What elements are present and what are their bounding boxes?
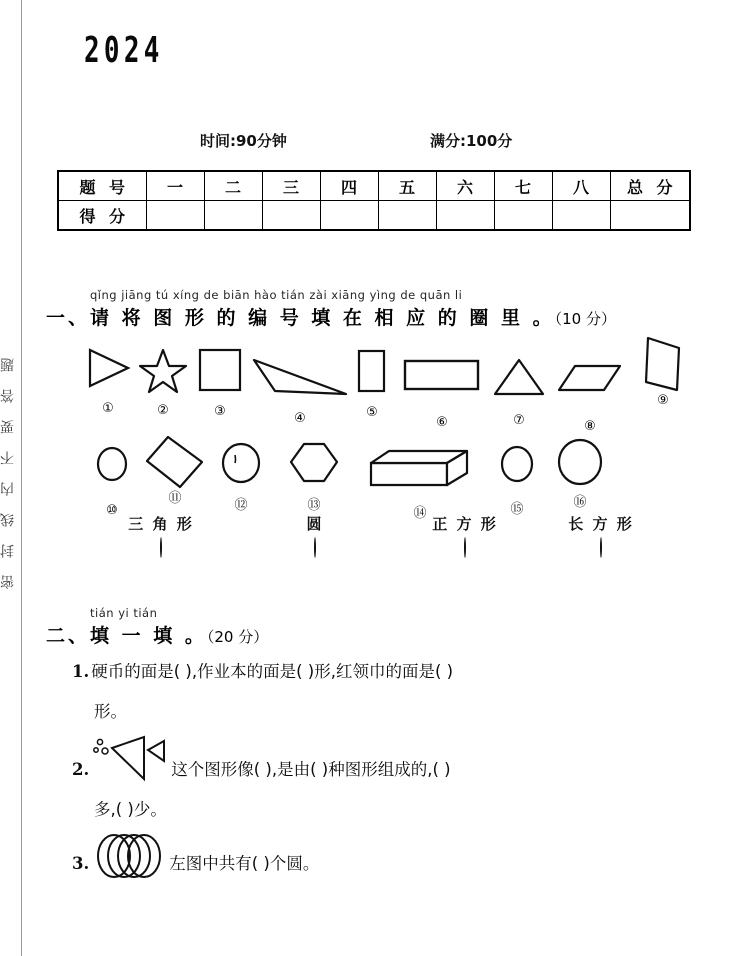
oval-icon — [212, 441, 270, 497]
col-header-1: 一 — [146, 171, 204, 201]
section-1-title — [46, 303, 616, 330]
score-table — [57, 170, 691, 231]
section-2-title — [46, 621, 268, 648]
star-icon — [135, 346, 191, 402]
figure-number-11: ⑪ — [168, 491, 182, 506]
col-header-5: 五 — [378, 171, 436, 201]
tall-quadrilateral-icon — [628, 336, 698, 392]
category-label-circle: 圆 — [306, 515, 324, 533]
question-1-line1: 硬币的面是( ),作业本的面是( )形,红领巾的面是( ) — [91, 662, 454, 681]
col-header-8: 八 — [552, 171, 610, 201]
figure-item-10[interactable] — [87, 436, 137, 518]
overlapping-circles-icon — [92, 833, 168, 879]
circle-small-icon — [87, 446, 137, 502]
category-oval-circle[interactable] — [314, 537, 316, 558]
figure-number-9: ⑨ — [657, 393, 669, 408]
col-header-total: 总 分 — [610, 171, 690, 201]
figure-number-14: ⑭ — [413, 506, 427, 521]
figure-number-4: ④ — [294, 411, 306, 426]
figure-number-13: ⑬ — [307, 498, 321, 513]
score-cell-3[interactable] — [262, 201, 320, 231]
figure-item-7[interactable] — [486, 344, 552, 428]
question-1-number: 1. — [72, 662, 90, 681]
figure-item-12[interactable] — [212, 436, 270, 513]
figure-number-5: ⑤ — [366, 405, 378, 420]
figure-number-2: ② — [157, 403, 169, 418]
row-label-score: 得 分 — [58, 201, 146, 231]
question-1-line2: 形。 — [94, 702, 127, 721]
score-cell-7[interactable] — [494, 201, 552, 231]
figure-item-5[interactable] — [348, 344, 396, 420]
figure-number-16: ⑯ — [573, 495, 587, 510]
small-rectangle-icon — [348, 348, 396, 404]
figure-item-4[interactable] — [248, 344, 352, 426]
question-3-line1: 左图中共有( )个圆。 — [169, 854, 320, 873]
row-label-question-no: 题 号 — [58, 171, 146, 201]
figure-number-12: ⑫ — [234, 498, 248, 513]
parallelogram-icon — [552, 362, 628, 418]
score-cell-5[interactable] — [378, 201, 436, 231]
question-2-line2: 多,( )少。 — [94, 800, 167, 819]
section-2-title-text: 二、填 一 填 。 — [46, 625, 207, 647]
page-title: 2024 — [84, 30, 164, 71]
table-row-header — [58, 171, 690, 201]
figure-item-9[interactable] — [628, 344, 698, 408]
figure-item-14[interactable] — [360, 436, 480, 521]
category-label-rectangle: 长 方 形 — [568, 515, 634, 533]
figure-number-8: ⑧ — [584, 419, 596, 434]
category-oval-triangle[interactable] — [160, 537, 162, 558]
score-cell-2[interactable] — [204, 201, 262, 231]
figure-item-6[interactable] — [392, 344, 492, 430]
col-header-7: 七 — [494, 171, 552, 201]
hexagon-icon — [282, 441, 346, 497]
question-2-line1: 这个图形像( ),是由( )种图形组成的,( ) — [171, 760, 451, 779]
col-header-3: 三 — [262, 171, 320, 201]
figure-item-16[interactable] — [548, 436, 612, 510]
figure-number-10: ⑩ — [106, 503, 118, 518]
figure-item-15[interactable] — [490, 436, 544, 517]
figure-number-3: ③ — [214, 404, 226, 419]
category-group-circle[interactable] — [232, 513, 398, 557]
triangle-icon — [486, 356, 552, 412]
category-label-square: 正 方 形 — [432, 515, 498, 533]
category-oval-rectangle[interactable] — [600, 537, 602, 558]
circle-large-icon — [548, 438, 612, 494]
square-icon — [190, 347, 250, 403]
col-header-2: 二 — [204, 171, 262, 201]
table-row-scores — [58, 201, 690, 231]
score-cell-8[interactable] — [552, 201, 610, 231]
section-2-pinyin: tián yi tián — [90, 606, 158, 620]
figure-number-15: ⑮ — [510, 502, 524, 517]
category-oval-square[interactable] — [464, 537, 466, 558]
section-1-pinyin: qǐng jiāng tú xíng de biān hào tián zài xiāng yìng de quān li — [90, 288, 463, 302]
diamond-icon — [140, 434, 210, 490]
figure-number-1: ① — [102, 401, 114, 416]
exam-meta — [200, 130, 620, 151]
figure-item-2[interactable] — [135, 344, 191, 418]
fish-triangles-icon — [92, 735, 170, 785]
question-2-number: 2. — [72, 760, 90, 779]
figure-item-3[interactable] — [190, 344, 250, 419]
right-triangle-pointer-icon — [80, 344, 136, 400]
seal-line-text: 密封线内不要答题 — [0, 341, 16, 589]
col-header-4: 四 — [320, 171, 378, 201]
exam-time: 时间:90分钟 — [200, 132, 287, 150]
score-cell-1[interactable] — [146, 201, 204, 231]
thin-triangle-icon — [248, 354, 352, 410]
section-1-heading — [46, 288, 616, 330]
circle-small-icon — [490, 445, 544, 501]
wide-rectangle-icon — [392, 358, 492, 414]
score-cell-total[interactable] — [610, 201, 690, 231]
figure-item-1[interactable] — [80, 344, 136, 416]
figure-number-6: ⑥ — [436, 415, 448, 430]
question-2[interactable] — [72, 735, 722, 830]
question-3-number: 3. — [72, 854, 90, 873]
score-cell-6[interactable] — [436, 201, 494, 231]
score-cell-4[interactable] — [320, 201, 378, 231]
figure-number-7: ⑦ — [513, 413, 525, 428]
exam-full-score: 满分:100分 — [430, 132, 513, 150]
figure-item-8[interactable] — [552, 344, 628, 434]
question-1[interactable] — [72, 652, 722, 732]
section-2-heading — [46, 606, 268, 648]
section-1-points: （10 分） — [554, 310, 616, 328]
category-label-triangle: 三 角 形 — [128, 515, 194, 533]
col-header-6: 六 — [436, 171, 494, 201]
figure-item-13[interactable] — [282, 436, 346, 513]
question-3[interactable] — [72, 833, 722, 884]
category-group-rectangle[interactable] — [518, 513, 684, 557]
cuboid-icon — [360, 449, 480, 505]
section-1-title-text: 一、请 将 图 形 的 编 号 填 在 相 应 的 圈 里 。 — [46, 307, 555, 329]
section-2-points: （20 分） — [206, 628, 269, 646]
category-group-triangle[interactable] — [78, 513, 244, 557]
figure-item-11[interactable] — [140, 436, 210, 506]
